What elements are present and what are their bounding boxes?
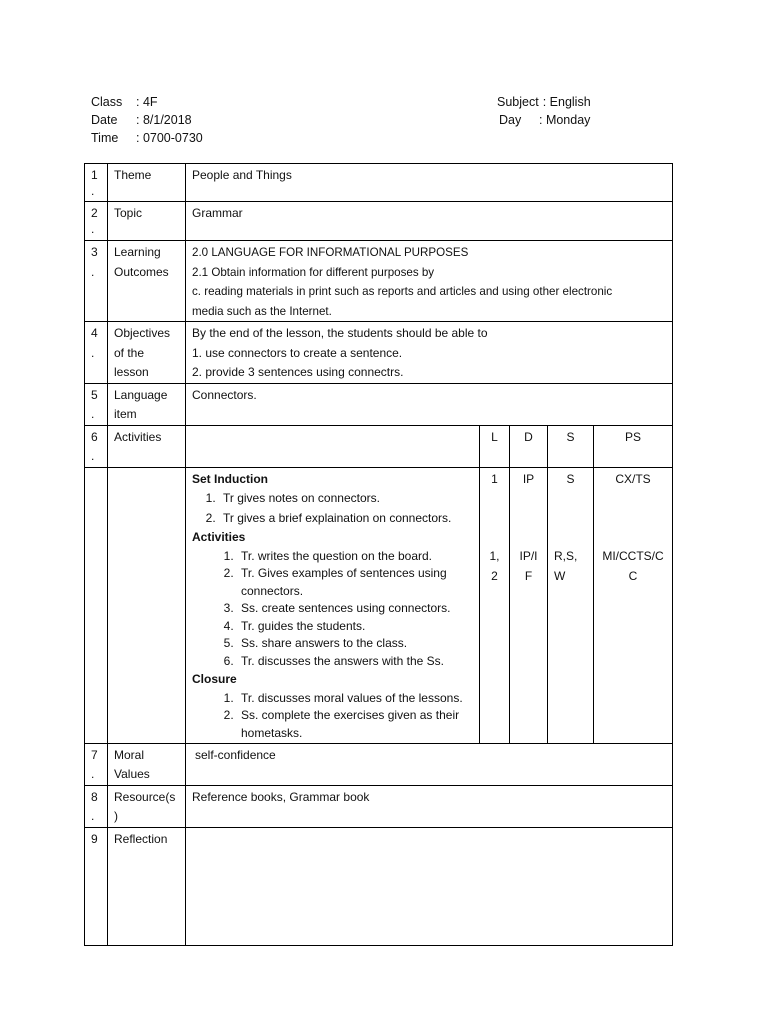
- row-activities-body: [85, 467, 673, 743]
- lesson-header-left: [91, 93, 203, 147]
- list-item: 1. Tr gives notes on connectors.: [219, 489, 475, 509]
- list-item: 5. Ss. share answers to the class.: [237, 635, 475, 653]
- row-objectives: [85, 322, 673, 384]
- list-item: 1. Tr. discusses moral values of the lessons.: [237, 690, 475, 708]
- row-number: 3 .: [85, 241, 108, 322]
- row-number-blank: [85, 467, 108, 743]
- date-value: : 8/1/2018: [136, 113, 192, 127]
- lesson-plan-table: [84, 163, 673, 946]
- row-number: 5 .: [85, 383, 108, 425]
- row-language-item: [85, 383, 673, 425]
- set-induction-heading: Set Induction: [192, 471, 268, 486]
- topic-content: Grammar: [186, 202, 673, 241]
- row-topic: [85, 202, 673, 241]
- day-label: Day: [499, 113, 522, 127]
- time-label: Time: [91, 131, 119, 145]
- list-item: 4. Tr. guides the students.: [237, 618, 475, 636]
- activities-blank-cell: [186, 425, 480, 467]
- induction-steps: [192, 489, 475, 528]
- language-item-label: Language item: [108, 383, 186, 425]
- row-theme: [85, 164, 673, 202]
- moral-values-content: self-confidence: [186, 743, 673, 785]
- time-value: : 0700-0730: [136, 131, 203, 145]
- date-label: Date: [91, 113, 118, 127]
- activities-content: [186, 467, 480, 743]
- row-number: 6 .: [85, 425, 108, 467]
- theme-label: Theme: [108, 164, 186, 202]
- col-header-l: L: [480, 425, 510, 467]
- language-item-content: Connectors.: [186, 383, 673, 425]
- reflection-content: [186, 827, 673, 945]
- class-value: : 4F: [136, 95, 158, 109]
- col-header-ps: PS: [594, 425, 673, 467]
- activities-heading: Activities: [192, 530, 246, 544]
- subject-value: : English: [542, 95, 591, 109]
- list-item: 2. Tr. Gives examples of sentences using connectors.: [237, 565, 475, 600]
- activities-label: Activities: [108, 425, 186, 467]
- row-activities-header: [85, 425, 673, 467]
- list-item: 2. Ss. complete the exercises given as their hometasks.: [237, 707, 475, 742]
- list-item: 1. Tr. writes the question on the board.: [237, 548, 475, 566]
- row-number: 8 .: [85, 785, 108, 827]
- list-item: 2. Tr gives a brief explaination on connectors.: [219, 509, 475, 529]
- subject-label: Subject: [497, 95, 539, 109]
- row-learning-outcomes: [85, 241, 673, 322]
- theme-content: People and Things: [186, 164, 673, 202]
- objectives-content: By the end of the lesson, the students should be able to 1. use connectors to create a sentence. 2. provide 3 sentences using connectrs.: [186, 322, 673, 384]
- lesson-header-right: [497, 93, 591, 129]
- d-values: IP IP/I F: [510, 467, 548, 743]
- row-number: 4 .: [85, 322, 108, 384]
- topic-label: Topic: [108, 202, 186, 241]
- label-blank: [108, 467, 186, 743]
- row-number: 2 .: [85, 202, 108, 241]
- reflection-label: Reflection: [108, 827, 186, 945]
- row-number: 1 .: [85, 164, 108, 202]
- row-number: 9: [85, 827, 108, 945]
- list-item: 6. Tr. discusses the answers with the Ss.: [237, 653, 475, 671]
- closure-steps: [192, 690, 475, 743]
- l-values: 1 1, 2: [480, 467, 510, 743]
- resources-label: Resource(s ): [108, 785, 186, 827]
- closure-heading: Closure: [192, 672, 237, 686]
- activity-steps: [192, 548, 475, 671]
- resources-content: Reference books, Grammar book: [186, 785, 673, 827]
- row-resources: [85, 785, 673, 827]
- ps-values: CX/TS MI/CCTS/C C: [594, 467, 673, 743]
- day-value: : Monday: [539, 113, 591, 127]
- row-number: 7 .: [85, 743, 108, 785]
- row-reflection: [85, 827, 673, 945]
- class-label: Class: [91, 95, 123, 109]
- learning-outcomes-label: Learning Outcomes: [108, 241, 186, 322]
- s-values: S R,S, W: [548, 467, 594, 743]
- moral-values-label: Moral Values: [108, 743, 186, 785]
- row-moral-values: [85, 743, 673, 785]
- col-header-d: D: [510, 425, 548, 467]
- list-item: 3. Ss. create sentences using connectors.: [237, 600, 475, 618]
- learning-outcomes-content: 2.0 LANGUAGE FOR INFORMATIONAL PURPOSES 2.1 Obtain information for different purposes by c. reading materials in print such as reports and articles and using other electronic media such as the Internet.: [186, 241, 673, 322]
- col-header-s: S: [548, 425, 594, 467]
- objectives-label: Objectives of the lesson: [108, 322, 186, 384]
